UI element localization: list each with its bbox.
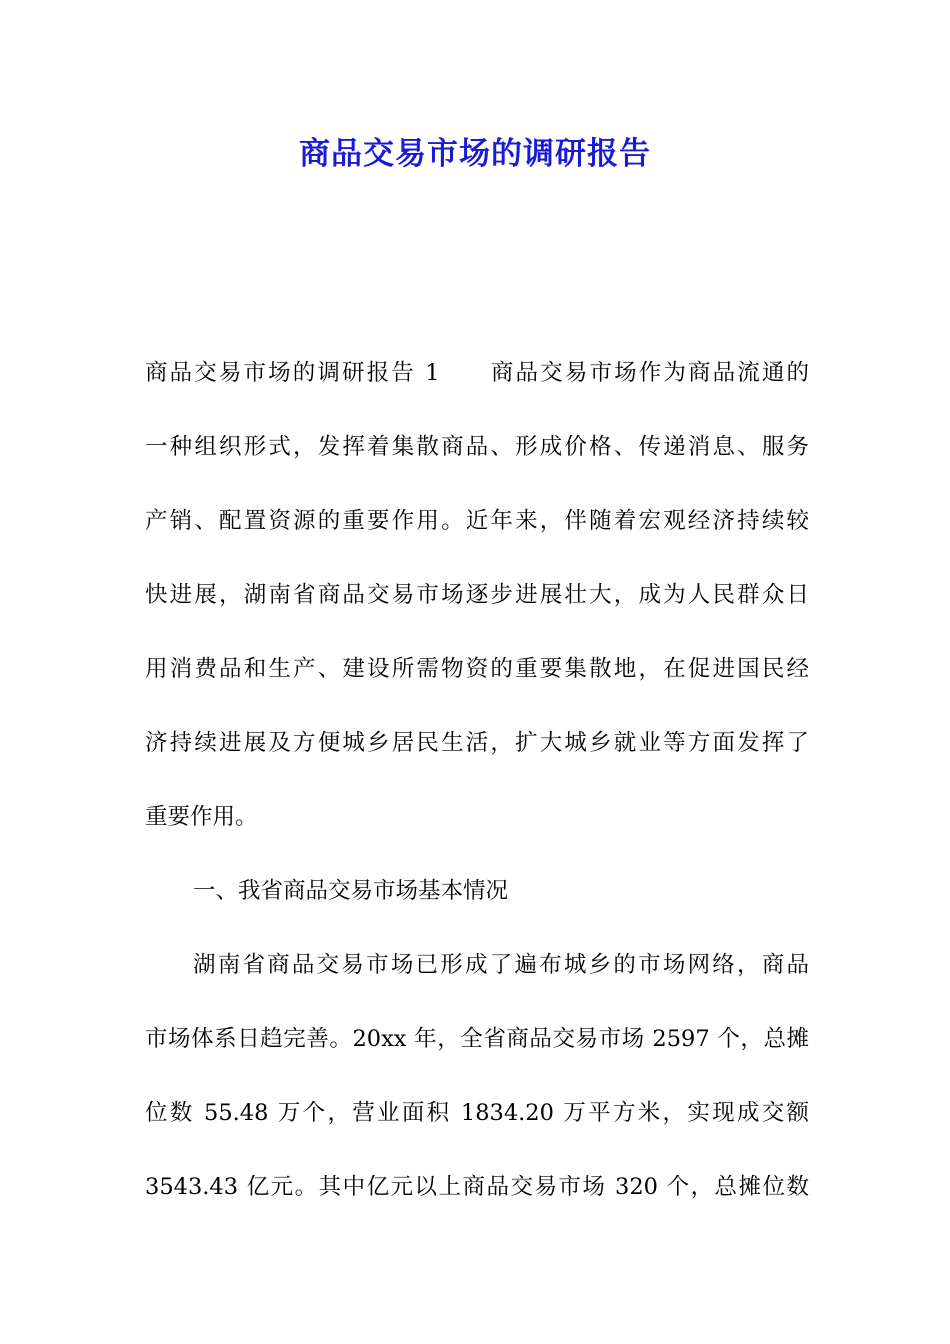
text-line: 快进展，湖南省商品交易市场逐步进展壮大，成为人民群众日 — [145, 582, 809, 608]
document-body — [145, 336, 809, 1224]
text-line: 产销、配置资源的重要作用。近年来，伴随着宏观经济持续较 — [145, 508, 809, 534]
text-line: 济持续进展及方便城乡居民生活，扩大城乡就业等方面发挥了 — [145, 730, 809, 756]
text-line: 市场体系日趋完善。20xx 年，全省商品交易市场 2597 个，总摊 — [145, 1026, 809, 1052]
paragraph-market-overview — [145, 928, 809, 1224]
section-heading — [145, 854, 809, 928]
document-title: 商品交易市场的调研报告 — [299, 136, 651, 172]
text-line: 商品交易市场的调研报告 1 商品交易市场作为商品流通的 — [145, 360, 809, 386]
text-line: 3543.43 亿元。其中亿元以上商品交易市场 320 个，总摊位数 — [145, 1174, 809, 1200]
text-line: 位数 55.48 万个，营业面积 1834.20 万平方米，实现成交额 — [145, 1100, 809, 1126]
text-line: 湖南省商品交易市场已形成了遍布城乡的市场网络，商品 — [193, 952, 809, 978]
text-line: 用消费品和生产、建设所需物资的重要集散地，在促进国民经 — [145, 656, 809, 682]
text-line: 一、我省商品交易市场基本情况 — [193, 878, 509, 904]
paragraph-intro — [145, 336, 809, 854]
text-line: 重要作用。 — [145, 804, 258, 830]
text-line: 一种组织形式，发挥着集散商品、形成价格、传递消息、服务 — [145, 434, 809, 460]
